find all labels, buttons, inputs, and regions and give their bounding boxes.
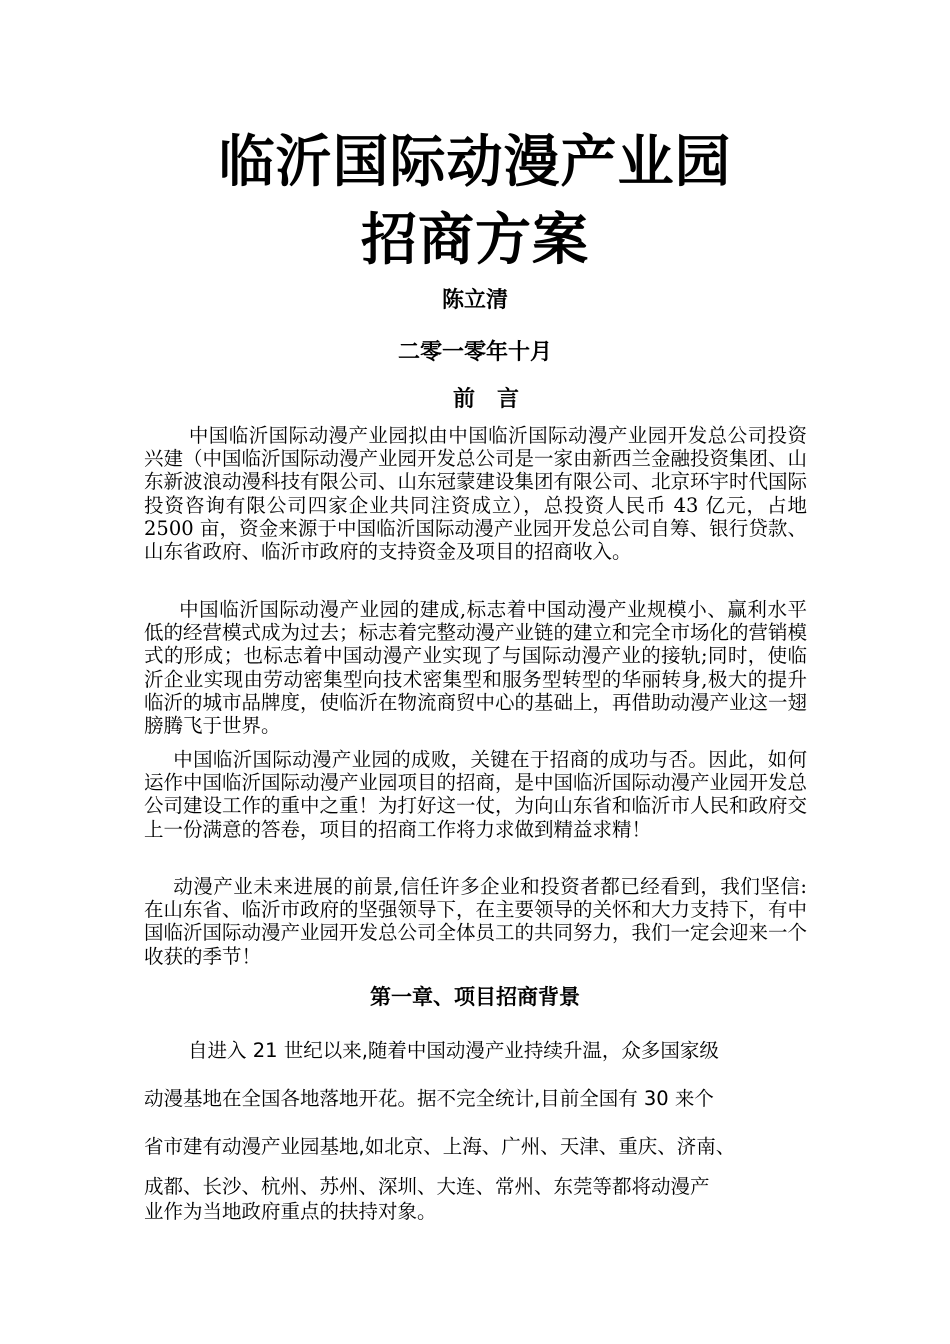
author-name: 陈立清: [441, 288, 508, 313]
document-title-line-1: 临沂国际动漫产业园: [218, 130, 732, 195]
preface-paragraph-4: 动漫产业未来进展的前景,信任许多企业和投资者都已经看到，我们坚信:在山东省、临沂市政府的坚强领导下，在主要领导的关怀和大力支持下，有中国临沂国际动漫产业园开发总公司全体员工的共同努力，我们一定会迎来一个收获的季节！: [144, 875, 808, 968]
chapter-1-line-4: 成都、长沙、杭州、苏州、深圳、大连、常州、东莞等都将动漫产: [144, 1175, 710, 1198]
chapter-1-line-3: 省市建有动漫产业园基地,如北京、上海、广州、天津、重庆、济南、: [144, 1135, 736, 1158]
preface-paragraph-2: 中国临沂国际动漫产业园的建成,标志着中国动漫产业规模小、赢利水平低的经营模式成为过去；标志着完整动漫产业链的建立和完全市场化的营销模式的形成；也标志着中国动漫产业实现了与国际动漫产业的接轨;同时，使临沂企业实现由劳动密集型向技术密集型和服务型转型的华丽转身,极大的提升临沂的城市品牌度，使临沂在物流商贸中心的基础上，再借助动漫产业这一翅膀腾飞于世界。: [144, 598, 808, 738]
document-date: 二零一零年十月: [397, 340, 552, 365]
chapter-1-line-2: 动漫基地在全国各地落地开花。据不完全统计,目前全国有 30 来个: [144, 1087, 714, 1110]
chapter-1-line-5: 业作为当地政府重点的扶持对象。: [144, 1200, 437, 1223]
preface-heading: 前言: [452, 387, 541, 412]
chapter-1-heading: 第一章、项目招商背景: [370, 985, 580, 1009]
document-title-line-2: 招商方案: [361, 208, 589, 273]
preface-paragraph-1: 中国临沂国际动漫产业园拟由中国临沂国际动漫产业园开发总公司投资兴建（中国临沂国际动漫产业园开发总公司是一家由新西兰金融投资集团、山东新波浪动漫科技有限公司、山东冠蒙建设集团有限公司、北京环宇时代国际投资咨询有限公司四家企业共同注资成立），总投资人民币 43 亿元，占地 2500 亩，资金来源于中国临沂国际动漫产业园开发总公司自筹、银行贷款、山东省政府、临沂市政府的支持资金及项目的招商收入。: [144, 424, 808, 564]
chapter-1-line-1: 自进入 21 世纪以来,随着中国动漫产业持续升温，众多国家级: [188, 1039, 719, 1062]
preface-paragraph-3: 中国临沂国际动漫产业园的成败，关键在于招商的成功与否。因此，如何运作中国临沂国际动漫产业园项目的招商，是中国临沂国际动漫产业园开发总公司建设工作的重中之重！为打好这一仗，为向山东省和临沂市人民和政府交上一份满意的答卷，项目的招商工作将力求做到精益求精！: [144, 748, 808, 841]
